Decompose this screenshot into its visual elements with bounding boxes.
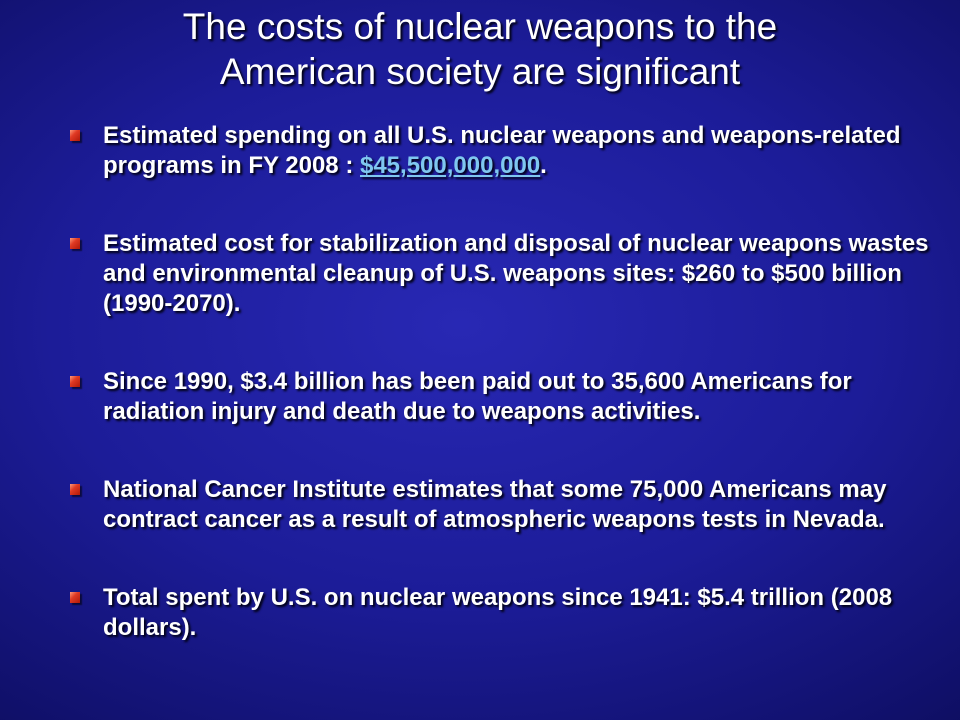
square-bullet-icon [70, 376, 80, 387]
spending-amount-link[interactable]: $45,500,000,000 [359, 152, 541, 179]
slide-title [40, 4, 920, 94]
bullet-item-spending-fy2008 [70, 121, 930, 181]
square-bullet-icon [70, 484, 80, 495]
slide-title-line-1: The costs of nuclear weapons to the [182, 6, 778, 47]
bullet-text: Estimated cost for stabilization and disposal of nuclear weapons wastes and environmental cleanup of U.S. weapons sites: $260 to $500 billion (1990-2070). [103, 230, 929, 317]
bullet-text-prefix: Estimated spending on all U.S. nuclear weapons and weapons-related programs in FY 2008 : [103, 122, 901, 179]
bullet-list [70, 121, 930, 643]
bullet-text [103, 121, 930, 181]
slide-title-line-2: American society are significant [219, 51, 741, 92]
square-bullet-icon [70, 592, 80, 603]
bullet-text: Since 1990, $3.4 billion has been paid out to 35,600 Americans for radiation injury and death due to weapons activities. [103, 368, 852, 425]
bullet-text: Total spent by U.S. on nuclear weapons since 1941: $5.4 trillion (2008 dollars). [103, 584, 893, 641]
bullet-item-cancer-estimate [70, 475, 930, 535]
square-bullet-icon [70, 130, 80, 141]
square-bullet-icon [70, 238, 80, 249]
bullet-item-radiation-compensation [70, 367, 930, 427]
bullet-item-total-spent [70, 583, 930, 643]
bullet-text-suffix: . [540, 152, 547, 179]
bullet-item-cleanup-cost [70, 229, 930, 319]
bullet-text: National Cancer Institute estimates that some 75,000 Americans may contract cancer as a result of atmospheric weapons tests in Nevada. [103, 476, 887, 533]
